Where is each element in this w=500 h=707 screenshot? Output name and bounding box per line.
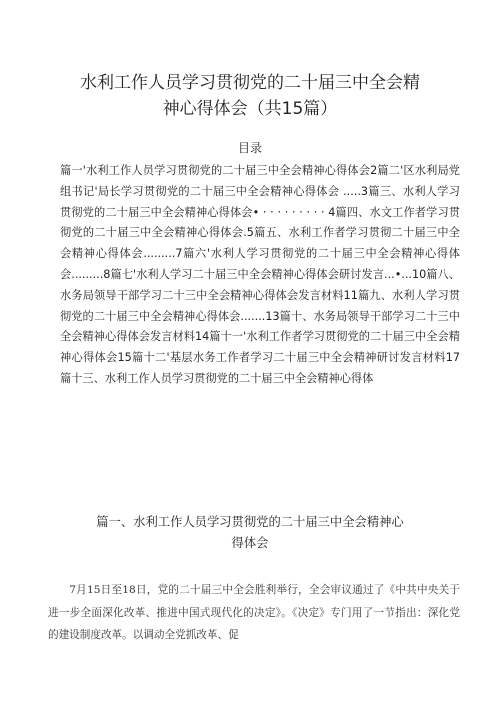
section-title-line-1: 篇一、水利工作人员学习贯彻党的二十届三中全会精神心 (96, 515, 404, 529)
section-title (60, 512, 440, 554)
document-title-line-1: 水利工作人员学习贯彻党的二十届三中全会精 (80, 73, 420, 93)
document-title-line-2: 神心得体会（共15篇） (162, 99, 338, 119)
document-title (60, 70, 440, 122)
section-title-line-2: 得体会 (231, 536, 269, 550)
toc-heading: 目录 (237, 141, 262, 155)
body-paragraph: 7月15日至18日，党的二十届三中全会胜利举行，全会审议通过了《中共中央关于进一步全面深化改革、推进中国式现代化的决定》。《决定》专门用了一节指出：深化党的建设制度改革。以调动全党抓改革、促 (48, 584, 460, 641)
table-of-contents: 篇一'水利工作人员学习贯彻党的二十届三中全会精神心得体会2篇二'区水利局党组书记'局长学习贯彻党的二十届三中全会精神心得体会 .....3篇三、水利人学习贯彻党的二十届三中全会精神心得体会• · · · · · · · · · 4篇四、水文工作者学习贯彻党的二十届三中全会精神心得体会.5篇五、水利工作者学习贯彻二十届三中全会精神心得体会.........7篇六'水利人学习贯彻党的二十届三中全会精神心得体会.........8篇七'水利人学习二十届三中全会精神心得体会研讨发言...•...10篇八、水务局领导干部学习二十三中全会精神心得体会发言材料11篇九、水利人学习贯彻党的二十届三中全会精神心得体会.......13篇十、水务局领导干部学习二十三中全会精神心得体会发言材料14篇十一'水利工作者学习贯彻党的二十届三中全会精神心得体会15篇十二'基层水务工作者学习二十届三中全会精神研讨发言材料17篇十三、水利工作人员学习贯彻党的二十届三中全会精神心得体 (60, 164, 460, 385)
